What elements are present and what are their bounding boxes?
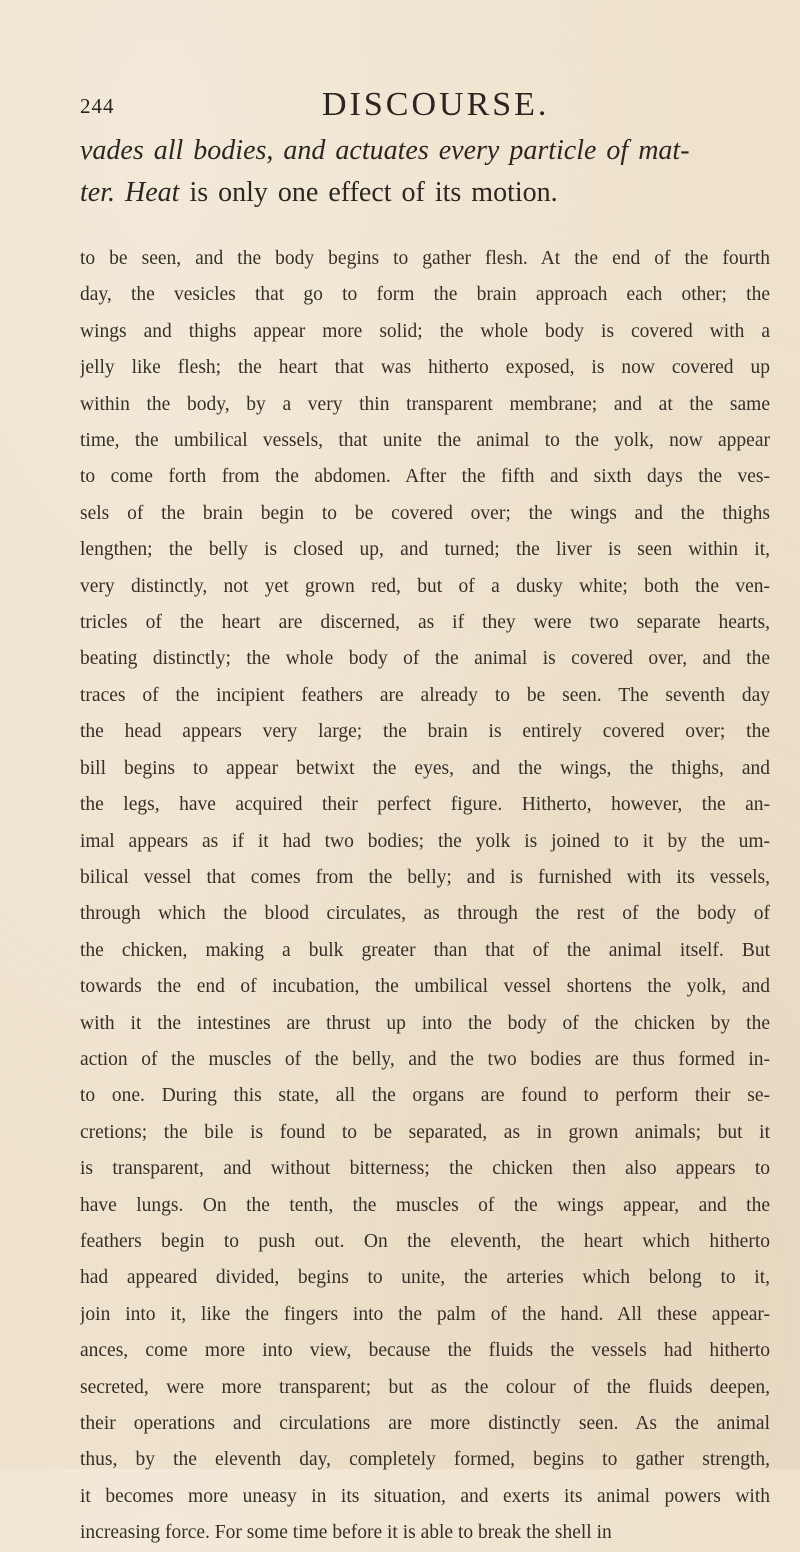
body-line: cretions; the bile is found to be separated, as in grown animals; but it [80, 1121, 770, 1143]
body-line: join into it, like the fingers into the palm of the hand. All these appear- [80, 1303, 770, 1325]
body-line: within the body, by a very thin transparent membrane; and at the same [80, 393, 770, 415]
body-line: is transparent, and without bitterness; the chicken then also appears to [80, 1158, 770, 1180]
body-line: tricles of the heart are discerned, as if they were two separate hearts, [80, 612, 770, 634]
body-line: wings and thighs appear more solid; the whole body is covered with a [80, 320, 770, 342]
body-line: the head appears very large; the brain is entirely covered over; the [80, 721, 770, 743]
body-line: action of the muscles of the belly, and the two bodies are thus formed in- [80, 1048, 770, 1070]
body-line: feathers begin to push out. On the eleventh, the heart which hitherto [80, 1230, 770, 1252]
body-line: secreted, were more transparent; but as the colour of the fluids deepen, [80, 1376, 770, 1398]
body-line: thus, by the eleventh day, completely formed, begins to gather strength, [80, 1449, 770, 1471]
body-line: lengthen; the belly is closed up, and turned; the liver is seen within it, [80, 539, 770, 561]
body-line: increasing force. For some time before it is able to break the shell in [80, 1522, 612, 1544]
lead-paragraph [80, 130, 730, 214]
lead-line [80, 172, 730, 214]
body-line: sels of the brain begin to be covered over; the wings and the thighs [80, 502, 770, 524]
body-line: bill begins to appear betwixt the eyes, and the wings, the thighs, and [80, 757, 770, 779]
page-number: 244 [80, 94, 115, 118]
body-line: it becomes more uneasy in its situation, and exerts its animal powers with [80, 1485, 770, 1507]
body-line: their operations and circulations are more distinctly seen. As the animal [80, 1413, 770, 1434]
running-head [80, 86, 760, 126]
body-line: traces of the incipient feathers are already to be seen. The seventh day [80, 684, 770, 706]
body-line: very distinctly, not yet grown red, but of a dusky white; both the ven- [80, 575, 770, 597]
body-line: to come forth from the abdomen. After the fifth and sixth days the ves- [80, 466, 770, 488]
body-line: the legs, have acquired their perfect figure. Hitherto, however, the an- [80, 794, 770, 816]
body-line: ances, come more into view, because the fluids the vessels had hitherto [80, 1340, 770, 1362]
body-line: with it the intestines are thrust up into the body of the chicken by the [80, 1012, 770, 1034]
body-line: bilical vessel that comes from the belly; and is furnished with its vessels, [80, 866, 770, 888]
body-line: have lungs. On the tenth, the muscles of the wings appear, and the [80, 1194, 770, 1216]
body-line: imal appears as if it had two bodies; the yolk is joined to it by the um- [80, 830, 770, 852]
running-title: DISCOURSE. [322, 86, 550, 123]
body-line: day, the vesicles that go to form the brain approach each other; the [80, 284, 770, 306]
body-line: had appeared divided, begins to unite, the arteries which belong to it, [80, 1267, 770, 1289]
body-line: through which the blood circulates, as through the rest of the body of [80, 903, 770, 925]
body-paragraph [80, 241, 770, 1552]
body-line: the chicken, making a bulk greater than that of the animal itself. But [80, 939, 770, 961]
lead-line: vades all bodies, and actuates every particle of mat- [80, 135, 690, 166]
body-line: jelly like flesh; the heart that was hitherto exposed, is now covered up [80, 357, 770, 379]
body-line: to be seen, and the body begins to gather flesh. At the end of the fourth [80, 248, 770, 269]
lead-line-italic: ter. Heat [80, 177, 180, 208]
body-line: to one. During this state, all the organs are found to perform their se- [80, 1085, 770, 1107]
body-line: beating distinctly; the whole body of the animal is covered over, and the [80, 648, 770, 670]
body-line: towards the end of incubation, the umbilical vessel shortens the yolk, and [80, 976, 770, 998]
lead-line-roman: is only one effect of its motion. [179, 177, 558, 208]
body-line: time, the umbilical vessels, that unite the animal to the yolk, now appear [80, 430, 770, 452]
